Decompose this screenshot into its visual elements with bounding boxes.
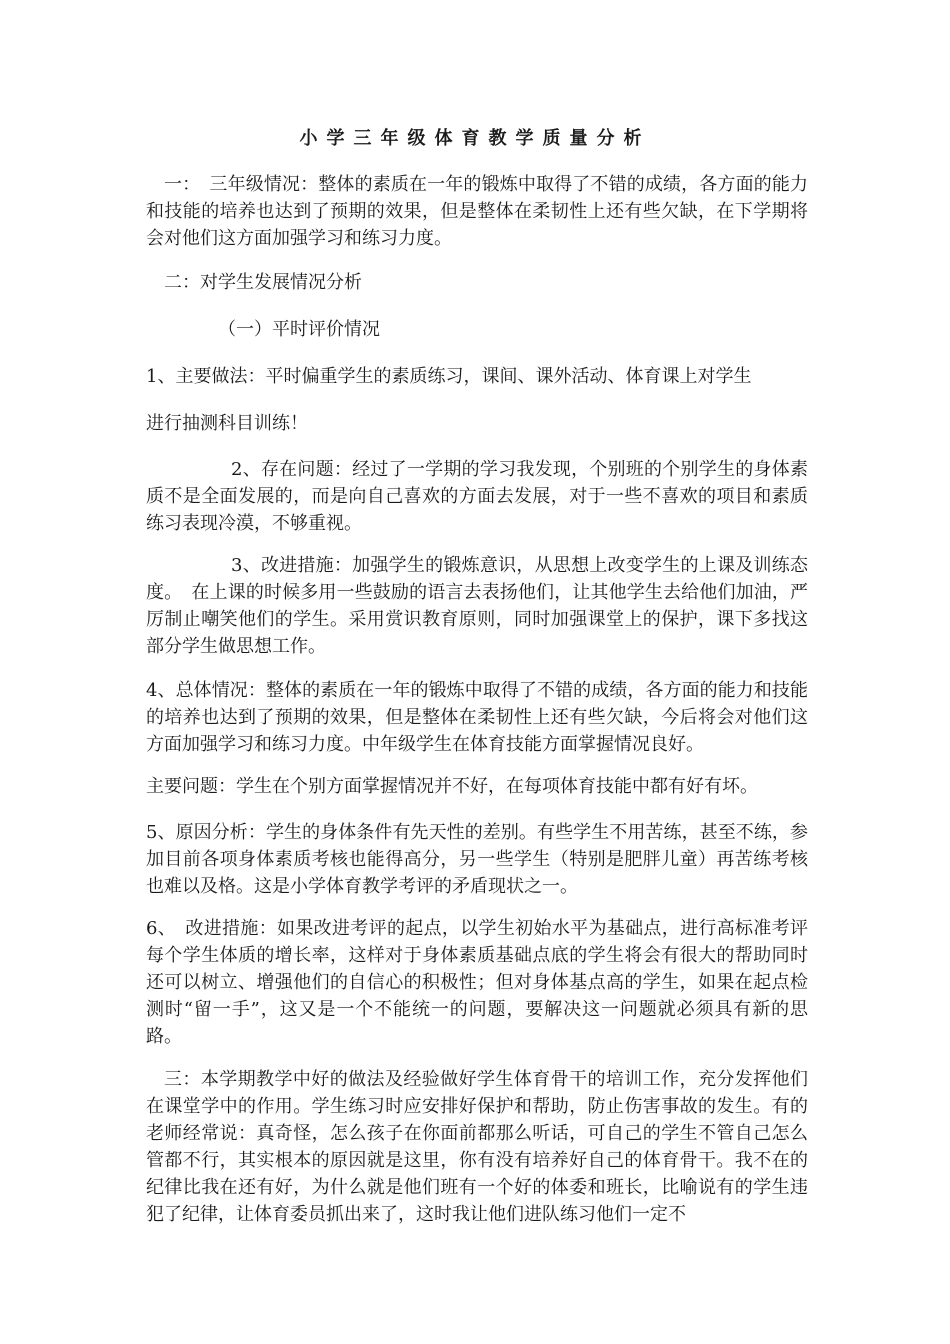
paragraph-item-5: 5、原因分析：学生的身体条件有先天性的差别。有些学生不用苦练，甚至不练，参加目前各项身体素质考核也能得高分，另一些学生（特别是肥胖儿童）再苦练考核也难以及格。这是小学体育教学考评的矛盾现状之一。 <box>146 822 808 897</box>
paragraph-item-1: 1、主要做法：平时偏重学生的素质练习，课间、课外活动、体育课上对学生 <box>146 366 752 387</box>
heading-subsection-1: （一）平时评价情况 <box>218 319 380 340</box>
document-title: 小学三年级体育教学质量分析 <box>299 128 651 149</box>
paragraph-item-6: 6、 改进措施：如果改进考评的起点，以学生初始水平为基础点，进行高标准考评每个学生体质的增长率，这样对于身体素质基础点底的学生将会有很大的帮助同时还可以树立、增强他们的自信心的积极性；但对身体基点高的学生，如果在起点检测时“留一手”，这又是一个不能统一的问题，要解决这一问题就必须具有新的思路。 <box>146 918 808 1047</box>
paragraph-main-problem: 主要问题：学生在个别方面掌握情况并不好，在每项体育技能中都有好有坏。 <box>146 776 758 797</box>
paragraph-item-2: 2、存在问题：经过了一学期的学习我发现，个别班的个别学生的身体素质不是全面发展的，而是向自己喜欢的方面去发展，对于一些不喜欢的项目和素质练习表现冷漠，不够重视。 <box>146 459 808 534</box>
paragraph-item-4: 4、总体情况：整体的素质在一年的锻炼中取得了不错的成绩，各方面的能力和技能的培养也达到了预期的效果，但是整体在柔韧性上还有些欠缺，今后将会对他们这方面加强学习和练习力度。中年级学生在体育技能方面掌握情况良好。 <box>146 680 808 755</box>
heading-section-2: 二：对学生发展情况分析 <box>164 272 362 293</box>
paragraph-item-3: 3、改进措施：加强学生的锻炼意识，从思想上改变学生的上课及训练态度。 在上课的时候多用一些鼓励的语言去表扬他们，让其他学生去给他们加油，严厉制止嘲笑他们的学生。采用赏识教育原则，同时加强课堂上的保护，课下多找这部分学生做思想工作。 <box>146 555 808 657</box>
paragraph-section-3: 三：本学期教学中好的做法及经验做好学生体育骨干的培训工作，充分发挥他们在课堂学中的作用。学生练习时应安排好保护和帮助，防止伤害事故的发生。有的老师经常说：真奇怪，怎么孩子在你面前都那么听话，可自己的学生不管自己怎么管都不行，其实根本的原因就是这里，你有没有培养好自己的体育骨干。我不在的纪律比我在还有好，为什么就是他们班有一个好的体委和班长，比喻说有的学生违犯了纪律，让体育委员抓出来了，这时我让他们进队练习他们一定不 <box>146 1069 808 1225</box>
paragraph-item-1-continued: 进行抽测科目训练！ <box>146 413 308 434</box>
paragraph-section-1: 一： 三年级情况：整体的素质在一年的锻炼中取得了不错的成绩，各方面的能力和技能的培养也达到了预期的效果，但是整体在柔韧性上还有些欠缺，在下学期将会对他们这方面加强学习和练习力度。 <box>146 174 808 249</box>
